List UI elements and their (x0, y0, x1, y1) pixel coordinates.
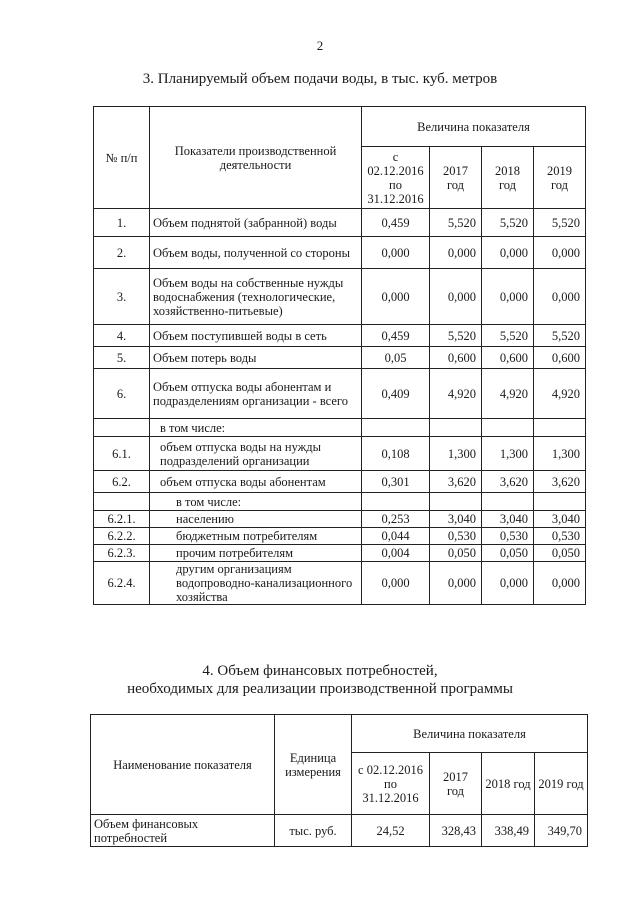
table-row (94, 325, 586, 347)
row-value: 0,050 (482, 545, 534, 562)
row-value (482, 419, 534, 437)
row-value: 0,108 (362, 437, 430, 471)
row-number: 1. (94, 209, 150, 237)
row-number: 6.2.1. (94, 511, 150, 528)
row-value: 0,000 (534, 562, 586, 605)
row-number: 3. (94, 269, 150, 325)
table-row (94, 545, 586, 562)
row-value: 5,520 (430, 325, 482, 347)
table-row (94, 369, 586, 419)
row-indicator: Объем воды, полученной со стороны (150, 237, 362, 269)
row-indicator: Объем поступившей воды в сеть (150, 325, 362, 347)
row-value: 0,000 (362, 269, 430, 325)
row-value: 1,300 (430, 437, 482, 471)
header-2019: 2019 год (534, 147, 586, 209)
row-value (534, 419, 586, 437)
row-value: 0,000 (482, 269, 534, 325)
row-indicator: объем отпуска воды на нужды подразделений организации (150, 437, 362, 471)
fin-header-period: с 02.12.2016 по 31.12.2016 (352, 753, 430, 815)
row-number: 4. (94, 325, 150, 347)
row-indicator: Объем отпуска воды абонентам и подразделениям организации - всего (150, 369, 362, 419)
row-value: 1,300 (534, 437, 586, 471)
row-indicator: прочим потребителям (150, 545, 362, 562)
row-indicator: в том числе: (150, 419, 362, 437)
section4-title-line1: 4. Объем финансовых потребностей, (202, 663, 438, 679)
row-value: 0,253 (362, 511, 430, 528)
row-value: 3,620 (482, 471, 534, 493)
row-number: 2. (94, 237, 150, 269)
fin-header-name: Наименование показателя (91, 715, 275, 815)
row-value: 3,620 (430, 471, 482, 493)
row-value: 5,520 (482, 209, 534, 237)
row-value: 0,530 (534, 528, 586, 545)
row-indicator: в том числе: (150, 493, 362, 511)
fin-header-value-group: Величина показателя (352, 715, 588, 753)
header-num: № п/п (94, 107, 150, 209)
header-2017: 2017 год (430, 147, 482, 209)
table-row (94, 471, 586, 493)
row-number: 5. (94, 347, 150, 369)
table-row (94, 437, 586, 471)
row-value: 3,040 (534, 511, 586, 528)
row-value (534, 493, 586, 511)
row-value: 0,409 (362, 369, 430, 419)
row-value: 0,600 (482, 347, 534, 369)
row-value (482, 493, 534, 511)
header-indicator: Показатели производственной деятельности (150, 107, 362, 209)
row-value: 0,000 (430, 562, 482, 605)
fin-row-value: 338,49 (482, 815, 535, 847)
table-row (94, 419, 586, 437)
row-value: 0,600 (430, 347, 482, 369)
row-value: 5,520 (482, 325, 534, 347)
row-value: 0,000 (362, 237, 430, 269)
table-row (94, 209, 586, 237)
row-value: 0,044 (362, 528, 430, 545)
section3-title: 3. Планируемый объем подачи воды, в тыс. куб. метров (142, 71, 498, 87)
row-number: 6.2.3. (94, 545, 150, 562)
row-value: 0,000 (430, 269, 482, 325)
fin-header-2017: 2017 год (430, 753, 482, 815)
row-value: 3,040 (482, 511, 534, 528)
page-number: 2 (316, 38, 324, 53)
row-value: 5,520 (430, 209, 482, 237)
row-value: 4,920 (534, 369, 586, 419)
row-value: 1,300 (482, 437, 534, 471)
header-period: с 02.12.2016 по 31.12.2016 (362, 147, 430, 209)
row-number (94, 419, 150, 437)
row-number: 6.2.2. (94, 528, 150, 545)
fin-row-value: 328,43 (430, 815, 482, 847)
row-number: 6.1. (94, 437, 150, 471)
row-indicator: населению (150, 511, 362, 528)
water-supply-table (93, 106, 586, 605)
row-indicator: Объем поднятой (забранной) воды (150, 209, 362, 237)
row-value: 0,301 (362, 471, 430, 493)
row-value: 0,000 (430, 237, 482, 269)
row-number: 6. (94, 369, 150, 419)
row-value: 0,530 (430, 528, 482, 545)
row-value: 3,040 (430, 511, 482, 528)
row-value: 0,050 (534, 545, 586, 562)
table-row (94, 493, 586, 511)
table-row (94, 269, 586, 325)
row-number: 6.2.4. (94, 562, 150, 605)
row-value: 0,000 (534, 237, 586, 269)
row-value: 0,000 (362, 562, 430, 605)
row-value: 0,600 (534, 347, 586, 369)
row-value: 4,920 (482, 369, 534, 419)
header-value-group: Величина показателя (362, 107, 586, 147)
fin-row-unit: тыс. руб. (275, 815, 352, 847)
section4-title-line2: необходимых для реализации производственной программы (127, 681, 513, 697)
table-row (94, 237, 586, 269)
row-value: 0,004 (362, 545, 430, 562)
row-number (94, 493, 150, 511)
header-2018: 2018 год (482, 147, 534, 209)
financial-needs-table (90, 714, 588, 847)
row-value: 0,459 (362, 209, 430, 237)
row-indicator: Объем потерь воды (150, 347, 362, 369)
row-value: 5,520 (534, 325, 586, 347)
row-value: 4,920 (430, 369, 482, 419)
row-value (430, 419, 482, 437)
row-value (362, 419, 430, 437)
fin-row-value: 349,70 (535, 815, 588, 847)
row-value (362, 493, 430, 511)
row-value: 0,050 (430, 545, 482, 562)
row-indicator: другим организациям водопроводно-канализационного хозяйства (150, 562, 362, 605)
fin-header-unit: Единица измерения (275, 715, 352, 815)
table-row (94, 511, 586, 528)
row-indicator: бюджетным потребителям (150, 528, 362, 545)
row-number: 6.2. (94, 471, 150, 493)
fin-header-2019: 2019 год (535, 753, 588, 815)
table-row (94, 528, 586, 545)
row-value: 0,000 (482, 562, 534, 605)
row-value: 0,530 (482, 528, 534, 545)
fin-row-name: Объем финансовых потребностей (91, 815, 275, 847)
row-value (430, 493, 482, 511)
row-value: 0,459 (362, 325, 430, 347)
row-value: 0,05 (362, 347, 430, 369)
table-row (94, 347, 586, 369)
fin-header-2018: 2018 год (482, 753, 535, 815)
table-row (94, 562, 586, 605)
fin-row-value: 24,52 (352, 815, 430, 847)
row-value: 3,620 (534, 471, 586, 493)
row-value: 0,000 (534, 269, 586, 325)
row-indicator: Объем воды на собственные нужды водоснабжения (технологические, хозяйственно-питьевые) (150, 269, 362, 325)
row-value: 5,520 (534, 209, 586, 237)
row-indicator: объем отпуска воды абонентам (150, 471, 362, 493)
row-value: 0,000 (482, 237, 534, 269)
